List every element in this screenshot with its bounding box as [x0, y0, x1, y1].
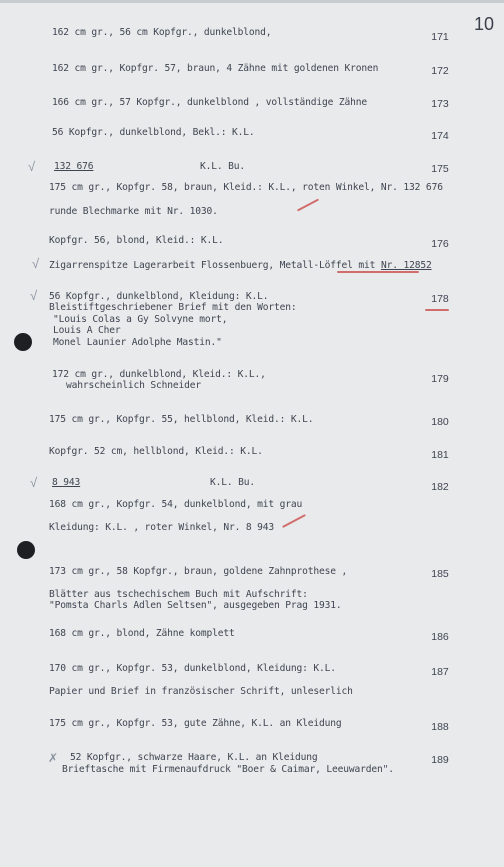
record-text: Kopfgr. 52 cm, hellblond, Kleid.: K.L. — [49, 446, 263, 457]
record-number: 185 — [431, 568, 449, 580]
check-mark-icon: √ — [30, 475, 38, 490]
record-text: Brieftasche mit Firmenaufdruck "Boer & Caimar, Leeuwarden". — [62, 764, 394, 775]
record-number: 171 — [431, 31, 449, 43]
record-number: 172 — [431, 65, 449, 77]
check-mark-icon: ✗ — [48, 751, 59, 765]
record-number: 173 — [431, 98, 449, 110]
record-number: 188 — [431, 721, 449, 733]
record-text: "Pomsta Charls Adlen Seltsen", ausgegeben Prag 1931. — [49, 600, 342, 611]
punch-hole — [14, 333, 32, 351]
record-text: 162 cm gr., 56 cm Kopfgr., dunkelblond, — [52, 27, 272, 38]
record-text: Blätter aus tschechischem Buch mit Aufschrift: — [49, 589, 308, 600]
record-text: 56 Kopfgr., dunkelblond, Kleidung: K.L. — [49, 291, 269, 302]
record-text: 173 cm gr., 58 Kopfgr., braun, goldene Zahnprothese , — [49, 566, 348, 577]
record-code: K.L. Bu. — [200, 161, 246, 172]
record-text: 166 cm gr., 57 Kopfgr., dunkelblond , vollständige Zähne — [52, 97, 368, 108]
record-item-number: Nr. 12852 — [380, 260, 432, 271]
punch-hole — [17, 541, 35, 559]
record-text: 175 cm gr., Kopfgr. 53, gute Zähne, K.L. an Kleidung — [49, 718, 342, 729]
record-text: Monel Launier Adolphe Mastin." — [53, 337, 222, 348]
record-number: 181 — [431, 449, 449, 461]
record-text — [52, 477, 462, 489]
record-text: 52 Kopfgr., schwarze Haare, K.L. an Kleidung — [70, 752, 318, 763]
red-underline — [337, 271, 419, 273]
record-number: 182 — [431, 481, 449, 493]
record-number: 178 — [431, 293, 449, 305]
record-text: 56 Kopfgr., dunkelblond, Bekl.: K.L. — [52, 127, 255, 138]
record-number: 186 — [431, 631, 449, 643]
record-code: K.L. Bu. — [210, 477, 256, 488]
record-text: wahrscheinlich Schneider — [66, 380, 202, 391]
record-text: "Louis Colas a Gy Solvyne mort, — [53, 314, 228, 325]
check-mark-icon: √ — [32, 256, 40, 271]
check-mark-icon: √ — [30, 288, 38, 303]
record-text: 175 cm gr., Kopfgr. 55, hellblond, Kleid.: K.L. — [49, 414, 314, 425]
record-number: 179 — [431, 373, 449, 385]
page-top-edge — [0, 0, 504, 3]
record-text: Kleidung: K.L. , roter Winkel, Nr. 8 943 — [49, 522, 275, 533]
record-text — [54, 161, 464, 173]
red-underline — [425, 309, 449, 311]
record-text: Papier und Brief in französischer Schrift, unleserlich — [49, 686, 353, 697]
record-text: 168 cm gr., blond, Zähne komplett — [49, 628, 235, 639]
record-text: 170 cm gr., Kopfgr. 53, dunkelblond, Kleidung: K.L. — [49, 663, 336, 674]
record-text: 175 cm gr., Kopfgr. 58, braun, Kleid.: K.L., roten Winkel, Nr. 132 676 — [49, 182, 443, 193]
record-text: runde Blechmarke mit Nr. 1030. — [49, 206, 218, 217]
record-text: Kopfgr. 56, blond, Kleid.: K.L. — [49, 235, 224, 246]
record-text: Louis A Cher — [53, 325, 121, 336]
record-number: 187 — [431, 666, 449, 678]
record-number: 189 — [431, 754, 449, 766]
page-number: 10 — [474, 14, 495, 34]
record-text: 162 cm gr., Kopfgr. 57, braun, 4 Zähne mit goldenen Kronen — [52, 63, 379, 74]
record-text: 172 cm gr., dunkelblond, Kleid.: K.L., — [52, 369, 266, 380]
record-id: 132 676 — [54, 161, 94, 172]
record-text: 168 cm gr., Kopfgr. 54, dunkelblond, mit grau — [49, 499, 303, 510]
record-number: 175 — [431, 163, 449, 175]
record-id: 8 943 — [52, 477, 81, 488]
record-number: 174 — [431, 130, 449, 142]
record-text: Bleistiftgeschriebener Brief mit den Worten: — [49, 302, 297, 313]
check-mark-icon: √ — [28, 159, 36, 174]
record-text: Zigarrenspitze Lagerarbeit Flossenbuerg, Metall-Löffel mit Nr. 12852 — [49, 260, 432, 271]
record-number: 180 — [431, 416, 449, 428]
record-number: 176 — [431, 238, 449, 250]
